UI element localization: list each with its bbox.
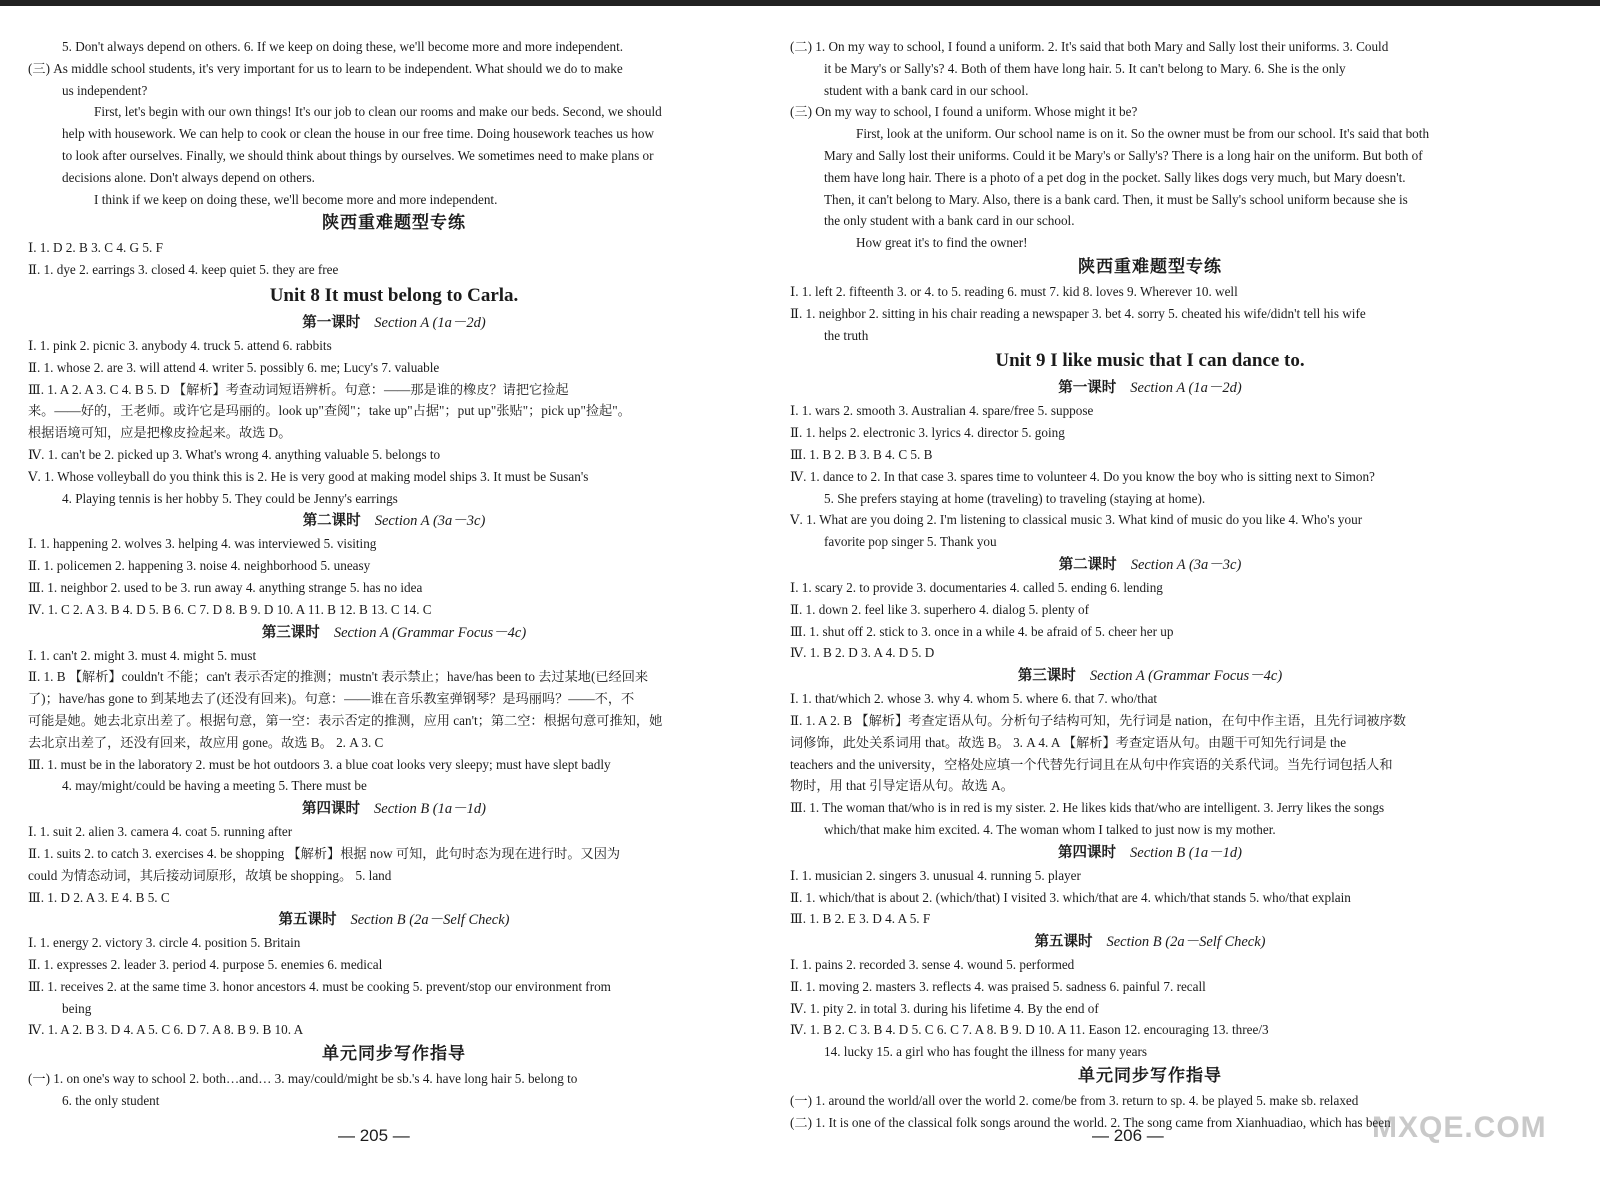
answer-line: Ⅲ. 1. shut off 2. stick to 3. once in a while 4. be afraid of 5. cheer her up (790, 623, 1174, 639)
answer-line: Ⅰ. 1. musician 2. singers 3. unusual 4. running 5. player (790, 867, 1081, 883)
lesson-number: 第五课时 (1034, 934, 1093, 951)
answer-line: Ⅴ. 1. Whose volleyball do you think this is 2. He is very good at making model ships 3. It must be Susan's (28, 468, 589, 484)
answer-line: Ⅰ. 1. pains 2. recorded 3. sense 4. wound 5. performed (790, 957, 1075, 973)
left-page-column (28, 36, 760, 1112)
watermark-text: MXQE.COM (1372, 1111, 1547, 1144)
answer-line: 物时，用 that 引导定语从句。故选 A。 (790, 778, 1014, 794)
lesson-heading (28, 621, 760, 645)
answer-line: (二) 1. It is one of the classical folk songs around the world. 2. The song came from Xianhuadiao, which has been (790, 1114, 1391, 1130)
answer-line: (一) 1. on one's way to school 2. both…and… 3. may/could/might be sb.'s 4. have long hair 5. belong to (28, 1071, 578, 1087)
answer-line: Ⅰ. 1. left 2. fifteenth 3. or 4. to 5. reading 6. must 7. kid 8. loves 9. Wherever 10. well (790, 283, 1238, 299)
answer-line: I think if we keep on doing these, we'll become more and more independent. (94, 191, 498, 207)
lesson-heading (28, 311, 760, 335)
answer-line: Ⅳ. 1. A 2. B 3. D 4. A 5. C 6. D 7. A 8. B 9. B 10. A (28, 1022, 304, 1038)
answer-line: Ⅰ. 1. pink 2. picnic 3. anybody 4. truck 5. attend 6. rabbits (28, 337, 332, 353)
page-number-right: — 206 — (1092, 1126, 1164, 1145)
answer-line: Ⅰ. 1. can't 2. might 3. must 4. might 5. must (28, 647, 257, 663)
answer-line: Ⅳ. 1. C 2. A 3. B 4. D 5. B 6. C 7. D 8. B 9. D 10. A 11. B 12. B 13. C 14. C (28, 601, 432, 617)
answer-line: Ⅳ. 1. dance to 2. In that case 3. spares time to volunteer 4. Do you know the boy who is sitting next to Simon? (790, 468, 1375, 484)
answer-line: (一) 1. around the world/all over the world 2. come/be from 3. return to sp. 4. be played 5. make sb. relaxed (790, 1093, 1359, 1109)
lesson-heading (28, 509, 760, 533)
section-heading: 陕西重难题型专练 (322, 213, 466, 234)
lesson-section: Section A (1a－2d) (1130, 380, 1242, 397)
answer-line: decisions alone. Don't always depend on others. (62, 169, 315, 185)
lesson-number: 第五课时 (278, 912, 337, 929)
answer-line: Ⅰ. 1. suit 2. alien 3. camera 4. coat 5. running after (28, 824, 293, 840)
answer-line: Ⅱ. 1. policemen 2. happening 3. noise 4. neighborhood 5. uneasy (28, 558, 371, 574)
section-heading: 陕西重难题型专练 (1078, 256, 1222, 277)
answer-line: Ⅰ. 1. that/which 2. whose 3. why 4. whom 5. where 6. that 7. who/that (790, 691, 1158, 707)
answer-line: which/that make him excited. 4. The woman whom I talked to just now is my mother. (824, 821, 1276, 837)
lesson-section: Section B (2a－Self Check) (350, 912, 510, 929)
answer-line: Ⅰ. 1. scary 2. to provide 3. documentaries 4. called 5. ending 6. lending (790, 579, 1163, 595)
answer-line: (三) As middle school students, it's very important for us to learn to be independent. What should we do to make (28, 60, 623, 76)
lesson-section: Section B (1a－1d) (374, 801, 486, 818)
lesson-section: Section B (1a－1d) (1130, 844, 1242, 861)
answer-line: (三) On my way to school, I found a uniform. Whose might it be? (790, 104, 1138, 120)
lesson-number: 第四课时 (302, 801, 361, 818)
answer-line: 5. Don't always depend on others. 6. If we keep on doing these, we'll become more and more independent. (62, 39, 624, 54)
answer-line: Ⅲ. 1. B 2. B 3. B 4. C 5. B (790, 446, 933, 462)
lesson-heading (790, 664, 1510, 688)
answer-line: Ⅲ. 1. B 2. E 3. D 4. A 5. F (790, 911, 931, 927)
answer-line: 6. the only student (62, 1093, 160, 1109)
unit-title: Unit 9 I like music that I can dance to. (995, 350, 1305, 372)
lesson-section: Section A (3a－3c) (374, 513, 486, 530)
answer-line: First, look at the uniform. Our school name is on it. So the owner must be from our school. It's said that both (856, 126, 1430, 142)
answer-line: Ⅲ. 1. neighbor 2. used to be 3. run away 4. anything strange 5. has no idea (28, 579, 423, 595)
answer-line: being (62, 1000, 92, 1016)
answer-line: the only student with a bank card in our school. (824, 213, 1075, 229)
lesson-section: Section A (3a－3c) (1130, 556, 1242, 573)
page-number-left: — 205 — (338, 1126, 410, 1145)
lesson-heading (28, 908, 760, 932)
lesson-heading (790, 930, 1510, 954)
answer-line: Ⅰ. 1. happening 2. wolves 3. helping 4. was interviewed 5. visiting (28, 536, 377, 552)
lesson-number: 第二课时 (302, 513, 361, 530)
answer-line: teachers and the university，空格处应填一个代替先行词且在从句中作宾语的关系代词。当先行词包括人和 (790, 756, 1393, 772)
answer-line: Ⅱ. 1. neighbor 2. sitting in his chair reading a newspaper 3. bet 4. sorry 5. cheated his wife/didn't tell his wife (790, 305, 1366, 321)
answer-line: Ⅱ. 1. down 2. feel like 3. superhero 4. dialog 5. plenty of (790, 601, 1090, 617)
answer-line: Ⅰ. 1. wars 2. smooth 3. Australian 4. spare/free 5. suppose (790, 403, 1094, 419)
unit-title: Unit 8 It must belong to Carla. (269, 284, 519, 306)
answer-line: 词修饰，此处关系词用 that。故选 B。 3. A 4. A 【解析】考查定语从句。由题干可知先行词是 the (790, 734, 1347, 750)
lesson-number: 第四课时 (1058, 844, 1117, 861)
lesson-number: 第二课时 (1058, 556, 1117, 573)
answer-line: Mary and Sally lost their uniforms. Could it be Mary's or Sally's? There is a long hair on the uniform. But both of (824, 147, 1423, 163)
answer-line: Ⅲ. 1. must be in the laboratory 2. must be hot outdoors 3. a blue coat looks very sleepy; must have slept badly (28, 756, 611, 772)
lesson-number: 第三课时 (1017, 668, 1076, 685)
lesson-number: 第三课时 (261, 624, 320, 641)
answer-line: Ⅱ. 1. moving 2. masters 3. reflects 4. was praised 5. sadness 6. painful 7. recall (790, 978, 1206, 994)
lesson-section: Section A (1a－2d) (374, 314, 486, 331)
answer-line: Ⅱ. 1. dye 2. earrings 3. closed 4. keep quiet 5. they are free (28, 262, 339, 278)
answer-line: 14. lucky 15. a girl who has fought the illness for many years (824, 1044, 1148, 1060)
answer-line: it be Mary's or Sally's? 4. Both of them have long hair. 5. It can't belong to Mary. 6. She is the only (824, 60, 1346, 76)
lesson-section: Section B (2a－Self Check) (1106, 934, 1266, 951)
answer-line: to look after ourselves. Finally, we should think about things by ourselves. We sometimes need to make plans or (62, 147, 654, 163)
lesson-number: 第一课时 (302, 314, 361, 331)
answer-line: student with a bank card in our school. (824, 82, 1029, 98)
answer-line: 5. She prefers staying at home (traveling) to traveling (staying at home). (824, 490, 1206, 506)
answer-line: Ⅲ. 1. A 2. A 3. C 4. B 5. D 【解析】考查动词短语辨析。句意：——那是谁的橡皮？请把它捡起 (28, 381, 569, 397)
answer-line: them have long hair. There is a photo of a pet dog in the pocket. Sally likes dogs very much, but Mary doesn't. (824, 169, 1406, 185)
answer-line: Ⅳ. 1. can't be 2. picked up 3. What's wrong 4. anything valuable 5. belongs to (28, 446, 441, 462)
answer-line: Ⅲ. 1. receives 2. at the same time 3. honor ancestors 4. must be cooking 5. prevent/stop our environment from (28, 978, 611, 994)
answer-line: could 为情态动词，其后接动词原形，故填 be shopping。 5. land (28, 867, 392, 883)
section-heading: 单元同步写作指导 (1078, 1066, 1222, 1087)
answer-line: Ⅳ. 1. B 2. C 3. B 4. D 5. C 6. C 7. A 8. B 9. D 10. A 11. Eason 12. encouraging 13. three/3 (790, 1022, 1269, 1038)
answer-line: Ⅱ. 1. which/that is about 2. (which/that) I visited 3. which/that are 4. which/that stands 5. who/that explain (790, 889, 1351, 905)
lesson-heading (790, 841, 1510, 865)
lesson-number: 第一课时 (1058, 380, 1117, 397)
answer-line: 去北京出差了，还没有回来，故应用 gone。故选 B。 2. A 3. C (28, 734, 384, 750)
answer-line: help with housework. We can help to cook or clean the house in our free time. Doing housework teaches us how (62, 126, 654, 142)
answer-line: 了)；have/has gone to 到某地去了(还没有回来)。句意：——谁在音乐教室弹钢琴？是玛丽吗？——不，不 (28, 691, 635, 707)
answer-line: Ⅲ. 1. The woman that/who is in red is my sister. 2. He likes kids that/who are intelligent. 3. Jerry likes the songs (790, 800, 1385, 816)
answer-line: Ⅱ. 1. B 【解析】couldn't 不能；can't 表示否定的推测；mustn't 表示禁止；have/has been to 去过某地(已经回来 (28, 669, 649, 685)
answer-line: us independent? (62, 82, 148, 98)
right-page-column (790, 36, 1510, 1134)
answer-line: Ⅱ. 1. helps 2. electronic 3. lyrics 4. director 5. going (790, 425, 1065, 441)
section-heading: 单元同步写作指导 (322, 1044, 466, 1065)
answer-line: Ⅱ. 1. A 2. B 【解析】考查定语从句。分析句子结构可知，先行词是 nation，在句中作主语，且先行词被序数 (790, 712, 1406, 728)
answer-line: Ⅴ. 1. What are you doing 2. I'm listening to classical music 3. What kind of music do you like 4. Who's your (790, 512, 1363, 528)
lesson-heading (790, 376, 1510, 400)
lesson-heading (790, 553, 1510, 577)
answer-line: Ⅲ. 1. D 2. A 3. E 4. B 5. C (28, 889, 170, 905)
answer-line: First, let's begin with our own things! It's our job to clean our rooms and make our beds. Second, we should (94, 104, 662, 120)
answer-line: Then, it can't belong to Mary. Also, there is a bank card. Then, it must be Sally's school uniform because she is (824, 191, 1408, 207)
answer-line: Ⅳ. 1. B 2. D 3. A 4. D 5. D (790, 645, 935, 661)
answer-line: How great it's to find the owner! (856, 235, 1028, 251)
answer-line: Ⅰ. 1. D 2. B 3. C 4. G 5. F (28, 240, 163, 256)
answer-line: 4. Playing tennis is her hobby 5. They could be Jenny's earrings (62, 490, 398, 506)
answer-line: 4. may/might/could be having a meeting 5. There must be (62, 778, 367, 794)
answer-line: 根据语境可知，应是把橡皮捡起来。故选 D。 (28, 425, 292, 441)
answer-line: the truth (824, 327, 869, 343)
answer-line: Ⅱ. 1. expresses 2. leader 3. period 4. purpose 5. enemies 6. medical (28, 957, 383, 973)
answer-line: Ⅱ. 1. whose 2. are 3. will attend 4. writer 5. possibly 6. me; Lucy's 7. valuable (28, 359, 440, 375)
answer-line: (二) 1. On my way to school, I found a uniform. 2. It's said that both Mary and Sally lost their uniforms. 3. Could (790, 39, 1389, 54)
lesson-section: Section A (Grammar Focus－4c) (1089, 668, 1283, 685)
answer-line: 可能是她。她去北京出差了。根据句意，第一空：表示否定的推测，应用 can't；第二空：根据句意可推知，她 (28, 712, 663, 728)
site-watermark (1372, 1111, 1582, 1171)
lesson-heading (28, 797, 760, 821)
top-border (0, 0, 1600, 6)
answer-line: favorite pop singer 5. Thank you (824, 534, 997, 550)
lesson-section: Section A (Grammar Focus－4c) (333, 624, 527, 641)
answer-line: Ⅳ. 1. pity 2. in total 3. during his lifetime 4. By the end of (790, 1000, 1099, 1016)
answer-line: 来。——好的，王老师。或许它是玛丽的。look up"查阅"；take up"占据"；put up"张贴"；pick up"捡起"。 (28, 403, 631, 419)
answer-line: Ⅰ. 1. energy 2. victory 3. circle 4. position 5. Britain (28, 935, 301, 951)
answer-line: Ⅱ. 1. suits 2. to catch 3. exercises 4. be shopping 【解析】根据 now 可知，此句时态为现在进行时。又因为 (28, 845, 621, 861)
